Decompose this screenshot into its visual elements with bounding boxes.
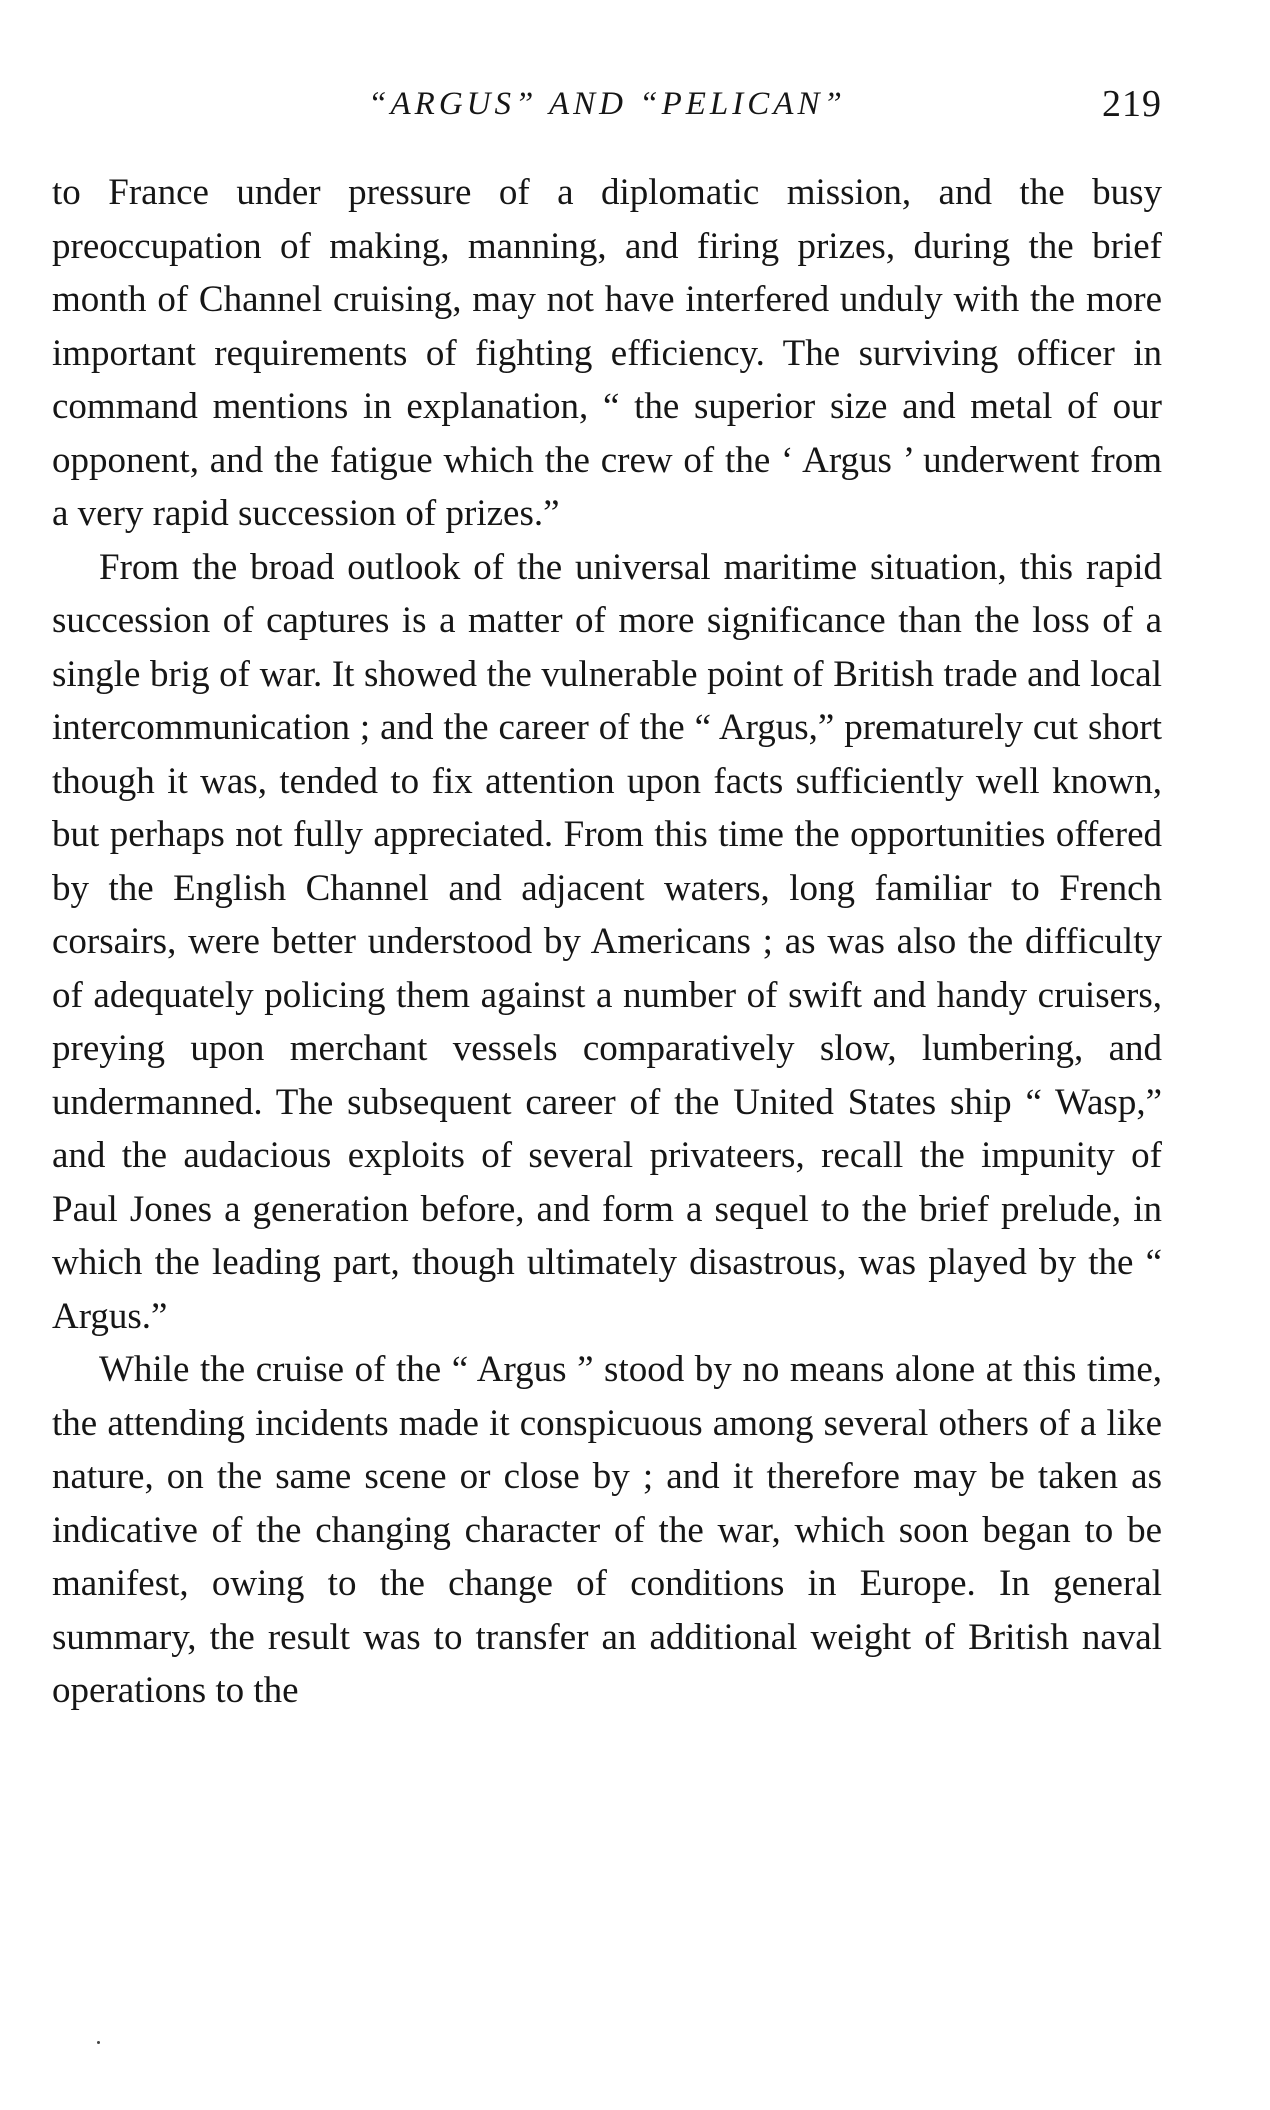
page-number: 219 (1102, 83, 1162, 125)
paragraph-maritime-situation: From the broad outlook of the universal maritime situation, this rapid succession of captures is a matter of more significance than the loss of a single brig of war. It showed the vulnerable point of British trade and local intercommunication ; and the career of the “ Argus,” prematurely cut short though it was, tended to fix attention upon facts sufficiently well known, but perhaps not fully appreciated. From this time the opportunities offered by the English Channel and adjacent waters, long familiar to French corsairs, were better understood by Americans ; as was also the difficulty of adequately policing them against a number of swift and handy cruisers, preying upon merchant vessels comparatively slow, lumbering, and undermanned. The subsequent career of the United States ship “ Wasp,” and the audacious exploits of several privateers, recall the impunity of Paul Jones a generation before, and form a sequel to the brief prelude, in which the leading part, though ultimately disastrous, was played by the “ Argus.” (52, 546, 1162, 1337)
paragraph-cruise-of-argus: While the cruise of the “ Argus ” stood by no means alone at this time, the attending incidents made it conspicuous among several others of a like nature, on the same scene or close by ; and it therefore may be taken as indicative of the changing character of the war, which soon began to be manifest, owing to the change of conditions in Europe. In general summary, the result was to transfer an additional weight of British naval operations to the (52, 1349, 1162, 1711)
body-text (52, 166, 1162, 1718)
running-head (52, 78, 1162, 138)
print-speck (97, 2041, 100, 2044)
paragraph-continued: to France under pressure of a diplomatic mission, and the busy preoccupation of making, manning, and firing prizes, during the brief month of Channel cruising, may not have interfered unduly with the more important requirements of fighting efficiency. The surviving officer in command mentions in explanation, “ the superior size and metal of our opponent, and the fatigue which the crew of the ‘ Argus ’ underwent from a very rapid succession of prizes.” (52, 172, 1162, 534)
running-title: “ARGUS” AND “PELICAN” (368, 86, 846, 122)
